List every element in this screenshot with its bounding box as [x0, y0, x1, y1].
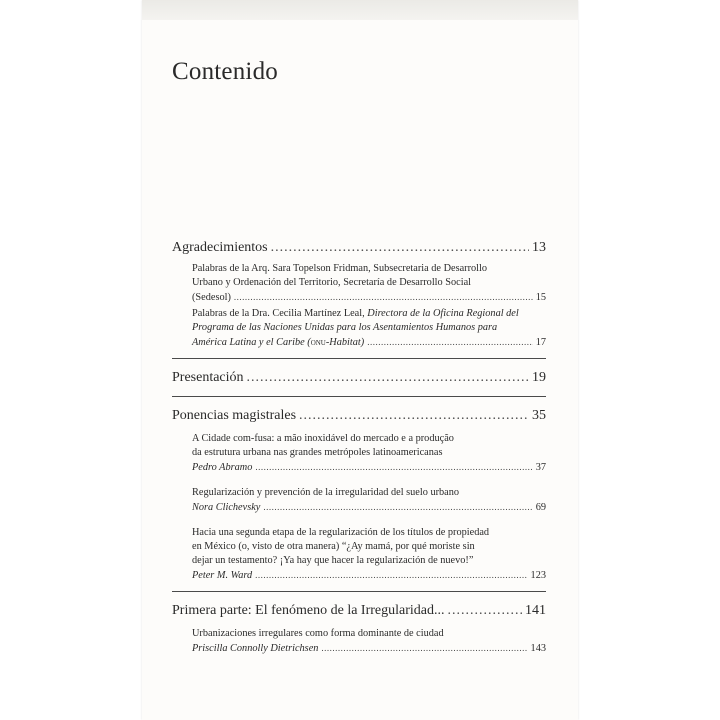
- toc-entry-line: Palabras de la Arq. Sara Topelson Fridman, Subsecretaria de Desarrollo: [192, 263, 488, 274]
- toc-page-number: 69: [535, 502, 546, 513]
- toc-entry-author: Pedro Abramo: [192, 462, 253, 473]
- toc-entry-line: en México (o, visto de otra manera) “¿Ay mamá, por qué moriste sin: [192, 541, 475, 552]
- toc-heading-label: Agradecimientos: [172, 240, 268, 255]
- toc-heading-primera-parte[interactable]: [172, 601, 546, 621]
- toc-entry-line: Hacia una segunda etapa de la regularización de los títulos de propiedad: [192, 527, 490, 538]
- toc-entry-line: dejar un testamento? ¡Ya hay que hacer la regularización de nuevo!”: [192, 555, 474, 566]
- leader-dots: [321, 641, 527, 655]
- toc-entry-line: Regularización y prevención de la irregularidad del suelo urbano: [192, 487, 460, 498]
- leader-dots: [271, 238, 529, 258]
- toc-entry-author: Peter M. Ward: [192, 570, 253, 581]
- toc-section-presentacion: [172, 368, 546, 397]
- toc-page-number: 15: [535, 292, 546, 303]
- toc-heading-label: Presentación: [172, 370, 244, 385]
- leader-dots: [299, 406, 529, 426]
- leader-dots: [247, 368, 529, 388]
- toc-entry-line: da estrutura urbana nas grandes metrópoles latinoamericanas: [192, 447, 443, 458]
- leader-dots: [263, 500, 532, 514]
- toc-page-number: 143: [530, 643, 546, 654]
- toc-entry-author: Nora Clichevsky: [192, 502, 261, 513]
- toc-page-number: 13: [532, 240, 546, 255]
- leader-dots: [255, 568, 527, 582]
- toc-section-primera-parte: [172, 601, 546, 664]
- toc-page-number: 141: [525, 603, 546, 618]
- toc-heading-label: Primera parte: El fenómeno de la Irregularidad...: [172, 603, 445, 618]
- page-title: Contenido: [172, 58, 278, 85]
- toc-page-number: 19: [532, 370, 546, 385]
- toc-entry-author: Priscilla Connolly Dietrichsen: [192, 643, 319, 654]
- toc-page-number: 17: [535, 337, 546, 348]
- toc-section-ponencias: [172, 406, 546, 592]
- toc-heading-presentacion[interactable]: [172, 368, 546, 388]
- toc-heading-ponencias[interactable]: [172, 406, 546, 426]
- leader-dots: [448, 601, 523, 621]
- toc-entry-line: América Latina y el Caribe (onu-Habitat): [192, 337, 365, 348]
- toc-heading-label: Ponencias magistrales: [172, 408, 297, 423]
- page-top-edge: [142, 0, 578, 20]
- book-page: [142, 0, 578, 720]
- toc-entry[interactable]: [192, 307, 546, 350]
- toc-entry-line: A Cidade com-fusa: a mão inoxidável do mercado e a produção: [192, 433, 454, 444]
- toc-entry[interactable]: [192, 526, 546, 583]
- toc-entry-line: Programa de las Naciones Unidas para los Asentamientos Humanos para: [192, 322, 498, 333]
- toc-entry-line: Urbanizaciones irregulares como forma dominante de ciudad: [192, 628, 444, 639]
- leader-dots: [255, 460, 532, 474]
- toc-section-agradecimientos: [172, 238, 546, 359]
- toc-entry-line: (Sedesol): [192, 292, 231, 303]
- toc-entry-line: Palabras de la Dra. Cecilia Martínez Leal, Directora de la Oficina Regional del: [192, 308, 519, 319]
- toc-entry[interactable]: [192, 486, 546, 515]
- toc-entry[interactable]: [192, 432, 546, 475]
- toc-page-number: 35: [532, 408, 546, 423]
- toc-entry[interactable]: [192, 627, 546, 656]
- leader-dots: [234, 290, 533, 304]
- toc-heading-agradecimientos[interactable]: [172, 238, 546, 258]
- toc-entry[interactable]: [192, 262, 546, 305]
- toc-page-number: 123: [530, 570, 546, 581]
- toc-entry-line: Urbano y Ordenación del Territorio, Secretaría de Desarrollo Social: [192, 277, 472, 288]
- table-of-contents: [172, 238, 546, 673]
- leader-dots: [367, 335, 533, 349]
- toc-page-number: 37: [535, 462, 546, 473]
